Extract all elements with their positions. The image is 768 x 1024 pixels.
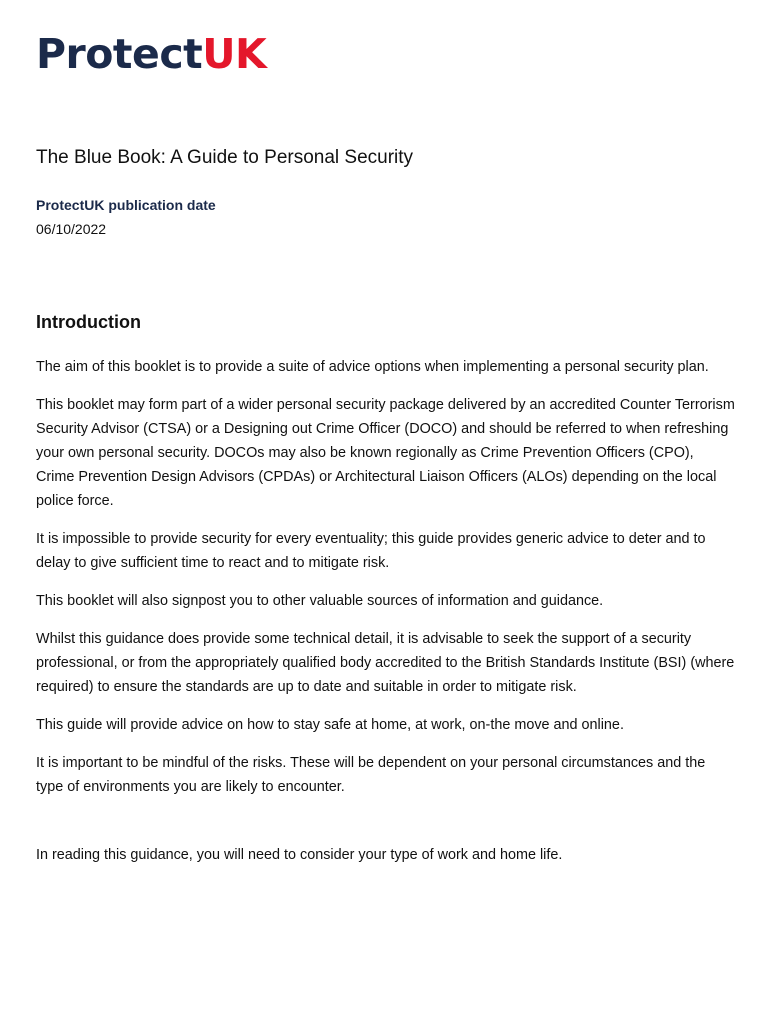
intro-paragraph-consider: In reading this guidance, you will need to consider your type of work and home life. [36, 847, 563, 863]
publication-date-label: ProtectUK publication date [36, 197, 216, 213]
intro-paragraph-aim: The aim of this booklet is to provide a suite of advice options when implementing a personal security plan. [36, 359, 709, 375]
intro-paragraph-risks: It is important to be mindful of the risks. These will be dependent on your personal circumstances and the type of environments you are likely to encounter. [36, 755, 706, 795]
intro-paragraph-eventuality: It is impossible to provide security for every eventuality; this guide provides generic advice to deter and to delay to give sufficient time to react and to mitigate risk. [36, 531, 706, 571]
intro-paragraph-package: This booklet may form part of a wider personal security package delivered by an accredited Counter Terrorism Security Advisor (CTSA) or a Designing out Crime Officer (DOCO) and should be referred to when refreshing your own personal security. DOCOs may also be known regionally as Crime Prevention Officers (CPO), Crime Prevention Design Advisors (CPDAs) or Architectural Liaison Officers (ALOs) depending on the local police force. [36, 397, 735, 509]
intro-paragraph-signpost: This booklet will also signpost you to other valuable sources of information and guidance. [36, 593, 604, 609]
introduction-heading: Introduction [36, 312, 141, 332]
introduction-body [36, 355, 736, 881]
intro-paragraph-stay-safe: This guide will provide advice on how to stay safe at home, at work, on-the move and online. [36, 717, 624, 733]
document-title: The Blue Book: A Guide to Personal Security [36, 147, 414, 168]
logo-text-uk: UK [202, 30, 267, 78]
intro-paragraph-technical: Whilst this guidance does provide some technical detail, it is advisable to seek the support of a security professional, or from the appropriately qualified body accredited to the British Standards Institute (BSI) (where required) to ensure the standards are up to date and suitable in order to mitigate risk. [36, 631, 735, 695]
publication-date-value: 06/10/2022 [36, 221, 107, 237]
protectuk-logo [36, 30, 266, 78]
logo-text-protect: Protect [36, 30, 203, 78]
